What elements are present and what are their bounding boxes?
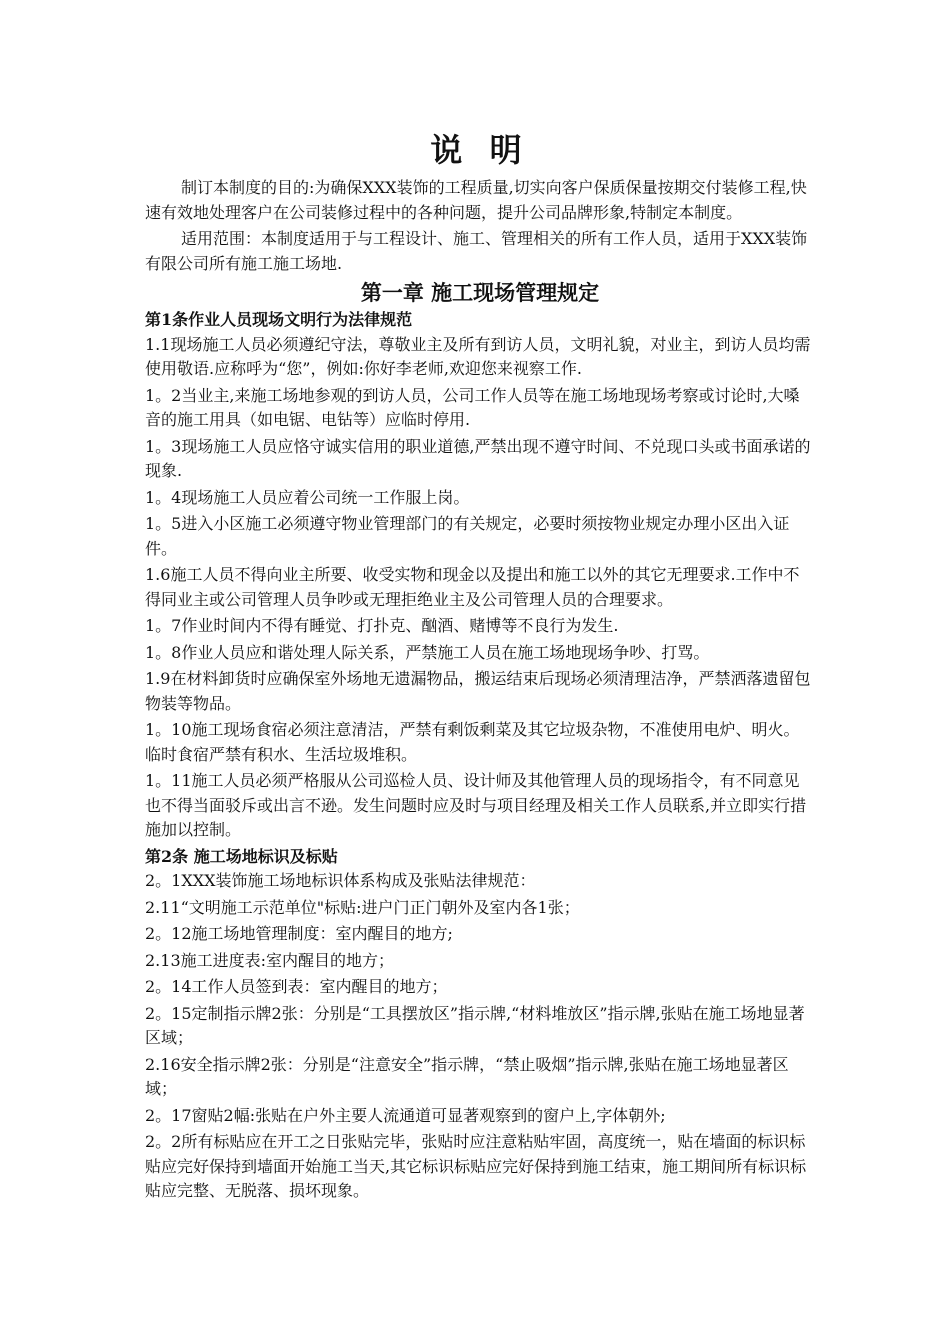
article-1-item: 1。7作业时间内不得有睡觉、打扑克、酗酒、赌博等不良行为发生. (145, 616, 619, 635)
article-2-item: 2。14工作人员签到表：室内醒目的地方； (145, 977, 448, 996)
article-1-item: 1。11施工人员必须严格服从公司巡检人员、设计师及其他管理人员的现场指令，有不同意见也不得当面驳斥或出言不逊。发生问题时应及时与项目经理及相关工作人员联系,并立即实行措施加以控制。 (145, 771, 807, 839)
document-page (145, 125, 815, 1204)
article-2-item: 2。15定制指示牌2张：分别是“工具摆放区”指示牌,“材料堆放区”指示牌,张贴在施工场地显著区域； (145, 1003, 805, 1047)
article-1-item: 1.9在材料卸货时应确保室外场地无遗漏物品，搬运结束后现场必须清理洁净，严禁洒落遗留包物装等物品。 (145, 669, 811, 713)
article-2-item: 2。12施工场地管理制度：室内醒目的地方; (145, 924, 453, 943)
article-1-item: 1.6施工人员不得向业主所要、收受实物和现金以及提出和施工以外的其它无理要求.工作中不得同业主或公司管理人员争吵或无理拒绝业主及公司管理人员的合理要求。 (145, 565, 800, 609)
article-1-item: 1。3现场施工人员应恪守诚实信用的职业道德,严禁出现不遵守时间、不兑现口头或书面承诺的现象. (145, 436, 811, 480)
article-2-item: 2.16安全指示牌2张：分别是“注意安全”指示牌，“禁止吸烟”指示牌,张贴在施工场地显著区域； (145, 1054, 789, 1098)
article-2-heading: 第2条 施工场地标识及标贴 (145, 846, 338, 866)
document-title: 说 明 (430, 131, 530, 169)
article-2-item: 2。1XXX装饰施工场地标识体系构成及张贴法律规范： (145, 871, 536, 890)
intro-purpose: 制订本制度的目的:为确保XXX装饰的工程质量,切实向客户保质保量按期交付装修工程,快速有效地处理客户在公司装修过程中的各种问题，提升公司品牌形象,特制定本制度。 (145, 178, 807, 222)
chapter-heading: 第一章 施工现场管理规定 (360, 280, 600, 305)
article-1-item: 1.1现场施工人员必须遵纪守法，尊敬业主及所有到访人员，文明礼貌，对业主，到访人员均需使用敬语.应称呼为“您”，例如:你好李老师,欢迎您来视察工作. (145, 334, 811, 378)
article-1-heading: 第1条作业人员现场文明行为法律规范 (145, 310, 413, 329)
article-2-item: 2.13施工进度表:室内醒目的地方； (145, 950, 395, 970)
article-1-item: 1。10施工现场食宿必须注意清洁，严禁有剩饭剩菜及其它垃圾杂物，不准使用电炉、明火。临时食宿严禁有积水、生活垃圾堆积。 (145, 720, 800, 764)
article-1-item: 1。2当业主,来施工场地参观的到访人员，公司工作人员等在施工场地现场考察或讨论时,大嗓音的施工用具（如电锯、电钻等）应临时停用. (145, 385, 800, 429)
article-1-item: 1。5进入小区施工必须遵守物业管理部门的有关规定，必要时须按物业规定办理小区出入证件。 (145, 514, 790, 558)
intro-scope: 适用范围：本制度适用于与工程设计、施工、管理相关的所有工作人员，适用于XXX装饰有限公司所有施工施工场地. (145, 229, 808, 273)
article-2-item: 2。2所有标贴应在开工之日张贴完毕，张贴时应注意粘贴牢固，高度统一，贴在墙面的标识标贴应完好保持到墙面开始施工当天,其它标识标贴应完好保持到施工结束，施工期间所有标识标贴应完整、无脱落、损坏现象。 (145, 1132, 807, 1200)
article-1-item: 1。8作业人员应和谐处理人际关系，严禁施工人员在施工场地现场争吵、打骂。 (145, 642, 710, 662)
article-2-item: 2.11“文明施工示范单位"标贴:进户门正门朝外及室内各1张； (145, 897, 580, 917)
article-2-item: 2。17窗贴2幅:张贴在户外主要人流通道可显著观察到的窗户上,字体朝外; (145, 1105, 666, 1125)
article-1-item: 1。4现场施工人员应着公司统一工作服上岗。 (145, 487, 470, 507)
